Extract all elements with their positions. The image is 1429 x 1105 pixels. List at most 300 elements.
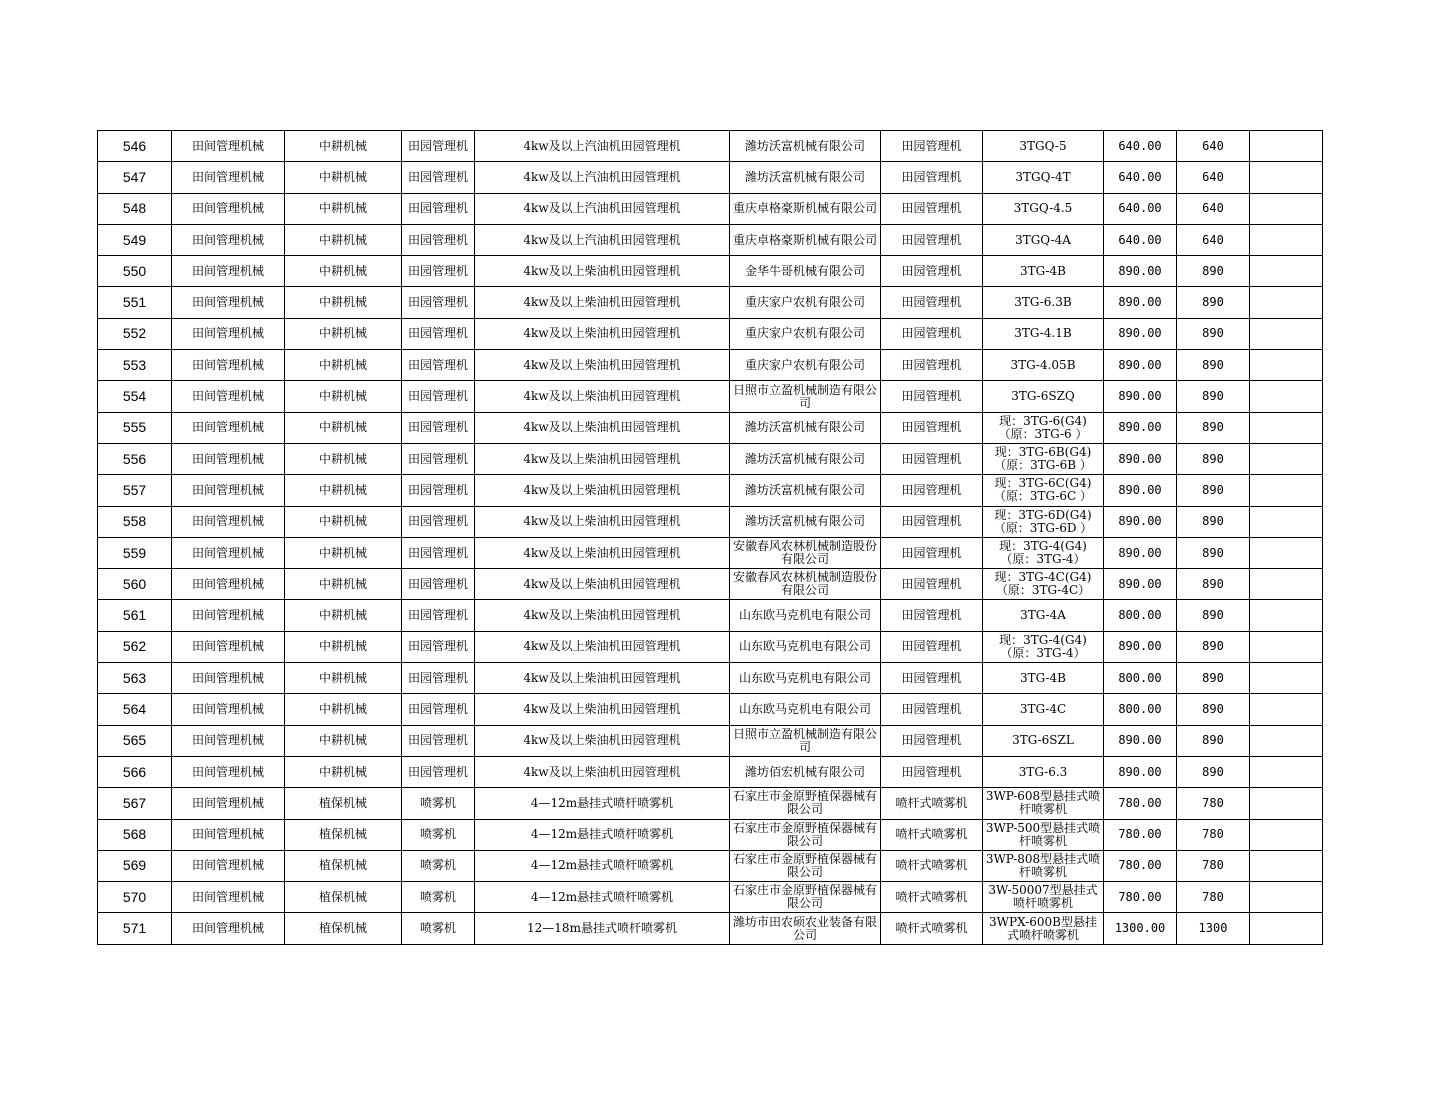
model-cell: 3W-50007型悬挂式喷杆喷雾机 [983,882,1104,913]
subcategory-cell: 中耕机械 [285,412,402,443]
max-subsidy-cell: 890 [1177,256,1250,287]
serial-number-cell: 563 [98,663,172,694]
serial-number-cell: 560 [98,569,172,600]
category-cell: 田间管理机械 [172,631,285,662]
remark-cell [1250,381,1323,412]
model-cell: 3WP-500型悬挂式喷杆喷雾机 [983,819,1104,850]
central-subsidy-cell: 890.00 [1104,725,1177,756]
max-subsidy-cell: 890 [1177,350,1250,381]
grade-cell: 4kw及以上柴油机田园管理机 [475,350,730,381]
model-cell: 现：3TG-6D(G4)（原：3TG-6D ） [983,506,1104,537]
serial-number-cell: 568 [98,819,172,850]
category-cell: 田间管理机械 [172,694,285,725]
model-cell: 现：3TG-4C(G4)（原：3TG-4C） [983,569,1104,600]
table-row [98,475,1323,506]
model-cell: 现：3TG-6C(G4)（原：3TG-6C ） [983,475,1104,506]
item-cell: 田园管理机 [402,506,475,537]
max-subsidy-cell: 640 [1177,131,1250,162]
subcategory-cell: 中耕机械 [285,569,402,600]
remark-cell [1250,663,1323,694]
category-cell: 田间管理机械 [172,663,285,694]
category-cell: 田间管理机械 [172,224,285,255]
table-row [98,569,1323,600]
remark-cell [1250,506,1323,537]
product-name-cell: 田园管理机 [881,537,983,568]
item-cell: 田园管理机 [402,287,475,318]
category-cell: 田间管理机械 [172,882,285,913]
item-cell: 田园管理机 [402,256,475,287]
grade-cell: 4—12m悬挂式喷杆喷雾机 [475,788,730,819]
remark-cell [1250,694,1323,725]
item-cell: 田园管理机 [402,663,475,694]
manufacturer-cell: 日照市立盈机械制造有限公司 [730,725,881,756]
product-name-cell: 田园管理机 [881,443,983,474]
item-cell: 田园管理机 [402,131,475,162]
category-cell: 田间管理机械 [172,850,285,881]
central-subsidy-cell: 890.00 [1104,412,1177,443]
category-cell: 田间管理机械 [172,256,285,287]
subcategory-cell: 植保机械 [285,788,402,819]
grade-cell: 4kw及以上柴油机田园管理机 [475,756,730,787]
max-subsidy-cell: 890 [1177,569,1250,600]
subcategory-cell: 中耕机械 [285,256,402,287]
product-name-cell: 田园管理机 [881,506,983,537]
model-cell: 3TGQ-4A [983,224,1104,255]
product-name-cell: 田园管理机 [881,193,983,224]
central-subsidy-cell: 890.00 [1104,756,1177,787]
category-cell: 田间管理机械 [172,318,285,349]
model-cell: 现：3TG-6B(G4)（原：3TG-6B ） [983,443,1104,474]
category-cell: 田间管理机械 [172,350,285,381]
serial-number-cell: 555 [98,412,172,443]
grade-cell: 4kw及以上柴油机田园管理机 [475,287,730,318]
manufacturer-cell: 安徽春风农林机械制造股份有限公司 [730,569,881,600]
subcategory-cell: 中耕机械 [285,506,402,537]
product-name-cell: 田园管理机 [881,475,983,506]
central-subsidy-cell: 890.00 [1104,318,1177,349]
table-row [98,443,1323,474]
table-row [98,131,1323,162]
grade-cell: 4kw及以上柴油机田园管理机 [475,663,730,694]
item-cell: 喷雾机 [402,788,475,819]
remark-cell [1250,193,1323,224]
item-cell: 田园管理机 [402,756,475,787]
item-cell: 田园管理机 [402,193,475,224]
product-name-cell: 喷杆式喷雾机 [881,788,983,819]
remark-cell [1250,412,1323,443]
grade-cell: 4kw及以上汽油机田园管理机 [475,131,730,162]
serial-number-cell: 554 [98,381,172,412]
max-subsidy-cell: 890 [1177,663,1250,694]
remark-cell [1250,350,1323,381]
subcategory-cell: 中耕机械 [285,162,402,193]
remark-cell [1250,131,1323,162]
max-subsidy-cell: 780 [1177,850,1250,881]
model-cell: 现：3TG-4(G4)（原：3TG-4） [983,631,1104,662]
central-subsidy-cell: 640.00 [1104,193,1177,224]
table-row [98,725,1323,756]
central-subsidy-cell: 800.00 [1104,600,1177,631]
manufacturer-cell: 山东欧马克机电有限公司 [730,694,881,725]
remark-cell [1250,256,1323,287]
grade-cell: 4—12m悬挂式喷杆喷雾机 [475,850,730,881]
grade-cell: 4kw及以上柴油机田园管理机 [475,537,730,568]
model-cell: 3TG-4C [983,694,1104,725]
product-name-cell: 喷杆式喷雾机 [881,913,983,944]
max-subsidy-cell: 890 [1177,600,1250,631]
grade-cell: 4kw及以上柴油机田园管理机 [475,381,730,412]
product-name-cell: 田园管理机 [881,287,983,318]
table-row [98,537,1323,568]
remark-cell [1250,756,1323,787]
model-cell: 3TGQ-4T [983,162,1104,193]
subcategory-cell: 中耕机械 [285,131,402,162]
grade-cell: 4—12m悬挂式喷杆喷雾机 [475,819,730,850]
model-cell: 3TG-4A [983,600,1104,631]
manufacturer-cell: 潍坊沃富机械有限公司 [730,443,881,474]
model-cell: 3TG-6SZQ [983,381,1104,412]
grade-cell: 4kw及以上柴油机田园管理机 [475,443,730,474]
central-subsidy-cell: 800.00 [1104,694,1177,725]
central-subsidy-cell: 890.00 [1104,256,1177,287]
model-cell: 3TG-4B [983,256,1104,287]
category-cell: 田间管理机械 [172,913,285,944]
product-name-cell: 喷杆式喷雾机 [881,882,983,913]
table-row [98,412,1323,443]
item-cell: 田园管理机 [402,443,475,474]
subcategory-cell: 植保机械 [285,850,402,881]
subcategory-cell: 中耕机械 [285,694,402,725]
item-cell: 田园管理机 [402,569,475,600]
remark-cell [1250,162,1323,193]
serial-number-cell: 562 [98,631,172,662]
central-subsidy-cell: 890.00 [1104,287,1177,318]
subsidy-table [97,130,1323,945]
category-cell: 田间管理机械 [172,193,285,224]
product-name-cell: 田园管理机 [881,756,983,787]
remark-cell [1250,537,1323,568]
manufacturer-cell: 重庆家户农机有限公司 [730,350,881,381]
serial-number-cell: 565 [98,725,172,756]
central-subsidy-cell: 640.00 [1104,131,1177,162]
product-name-cell: 喷杆式喷雾机 [881,819,983,850]
model-cell: 3WP-608型悬挂式喷杆喷雾机 [983,788,1104,819]
remark-cell [1250,318,1323,349]
central-subsidy-cell: 890.00 [1104,381,1177,412]
item-cell: 田园管理机 [402,475,475,506]
item-cell: 田园管理机 [402,224,475,255]
serial-number-cell: 548 [98,193,172,224]
table-row [98,381,1323,412]
table-row [98,694,1323,725]
table-row [98,913,1323,944]
manufacturer-cell: 重庆家户农机有限公司 [730,318,881,349]
subcategory-cell: 中耕机械 [285,600,402,631]
table-row [98,193,1323,224]
remark-cell [1250,850,1323,881]
item-cell: 喷雾机 [402,850,475,881]
serial-number-cell: 556 [98,443,172,474]
grade-cell: 4kw及以上汽油机田园管理机 [475,162,730,193]
remark-cell [1250,443,1323,474]
table-row [98,318,1323,349]
item-cell: 田园管理机 [402,537,475,568]
model-cell: 3TGQ-4.5 [983,193,1104,224]
item-cell: 田园管理机 [402,162,475,193]
product-name-cell: 田园管理机 [881,318,983,349]
central-subsidy-cell: 1300.00 [1104,913,1177,944]
subcategory-cell: 植保机械 [285,913,402,944]
model-cell: 3TG-4B [983,663,1104,694]
max-subsidy-cell: 890 [1177,694,1250,725]
grade-cell: 4kw及以上柴油机田园管理机 [475,256,730,287]
central-subsidy-cell: 780.00 [1104,850,1177,881]
serial-number-cell: 546 [98,131,172,162]
model-cell: 3TG-6.3 [983,756,1104,787]
model-cell: 3TG-6SZL [983,725,1104,756]
remark-cell [1250,631,1323,662]
manufacturer-cell: 山东欧马克机电有限公司 [730,631,881,662]
table-body [98,131,1323,945]
max-subsidy-cell: 890 [1177,537,1250,568]
model-cell: 3TG-6.3B [983,287,1104,318]
max-subsidy-cell: 890 [1177,631,1250,662]
serial-number-cell: 571 [98,913,172,944]
category-cell: 田间管理机械 [172,287,285,318]
central-subsidy-cell: 890.00 [1104,631,1177,662]
max-subsidy-cell: 890 [1177,381,1250,412]
grade-cell: 4kw及以上柴油机田园管理机 [475,725,730,756]
category-cell: 田间管理机械 [172,443,285,474]
subcategory-cell: 中耕机械 [285,537,402,568]
serial-number-cell: 547 [98,162,172,193]
item-cell: 喷雾机 [402,882,475,913]
central-subsidy-cell: 890.00 [1104,350,1177,381]
item-cell: 田园管理机 [402,381,475,412]
remark-cell [1250,475,1323,506]
category-cell: 田间管理机械 [172,131,285,162]
product-name-cell: 田园管理机 [881,631,983,662]
grade-cell: 4kw及以上柴油机田园管理机 [475,318,730,349]
max-subsidy-cell: 640 [1177,162,1250,193]
table-row [98,600,1323,631]
serial-number-cell: 564 [98,694,172,725]
subcategory-cell: 中耕机械 [285,193,402,224]
table-row [98,350,1323,381]
subcategory-cell: 中耕机械 [285,725,402,756]
max-subsidy-cell: 780 [1177,788,1250,819]
product-name-cell: 田园管理机 [881,162,983,193]
table-row [98,256,1323,287]
product-name-cell: 田园管理机 [881,224,983,255]
model-cell: 现：3TG-4(G4)（原：3TG-4） [983,537,1104,568]
max-subsidy-cell: 640 [1177,224,1250,255]
central-subsidy-cell: 890.00 [1104,506,1177,537]
product-name-cell: 田园管理机 [881,350,983,381]
item-cell: 田园管理机 [402,725,475,756]
serial-number-cell: 549 [98,224,172,255]
subcategory-cell: 中耕机械 [285,663,402,694]
max-subsidy-cell: 890 [1177,475,1250,506]
manufacturer-cell: 重庆卓格豪斯机械有限公司 [730,193,881,224]
remark-cell [1250,788,1323,819]
grade-cell: 4kw及以上柴油机田园管理机 [475,694,730,725]
product-name-cell: 田园管理机 [881,600,983,631]
max-subsidy-cell: 890 [1177,318,1250,349]
subcategory-cell: 中耕机械 [285,443,402,474]
manufacturer-cell: 山东欧马克机电有限公司 [730,663,881,694]
manufacturer-cell: 潍坊佰宏机械有限公司 [730,756,881,787]
subcategory-cell: 中耕机械 [285,350,402,381]
remark-cell [1250,600,1323,631]
product-name-cell: 田园管理机 [881,694,983,725]
category-cell: 田间管理机械 [172,788,285,819]
max-subsidy-cell: 1300 [1177,913,1250,944]
subcategory-cell: 中耕机械 [285,756,402,787]
item-cell: 田园管理机 [402,412,475,443]
product-name-cell: 田园管理机 [881,569,983,600]
grade-cell: 4kw及以上汽油机田园管理机 [475,224,730,255]
subcategory-cell: 中耕机械 [285,287,402,318]
subcategory-cell: 中耕机械 [285,318,402,349]
max-subsidy-cell: 890 [1177,506,1250,537]
product-name-cell: 田园管理机 [881,131,983,162]
product-name-cell: 田园管理机 [881,381,983,412]
manufacturer-cell: 重庆家户农机有限公司 [730,287,881,318]
table-row [98,663,1323,694]
central-subsidy-cell: 780.00 [1104,882,1177,913]
product-name-cell: 田园管理机 [881,412,983,443]
category-cell: 田间管理机械 [172,506,285,537]
item-cell: 田园管理机 [402,350,475,381]
manufacturer-cell: 安徽春风农林机械制造股份有限公司 [730,537,881,568]
max-subsidy-cell: 890 [1177,287,1250,318]
manufacturer-cell: 石家庄市金原野植保器械有限公司 [730,819,881,850]
manufacturer-cell: 潍坊市田农硕农业装备有限公司 [730,913,881,944]
category-cell: 田间管理机械 [172,475,285,506]
model-cell: 3TG-4.1B [983,318,1104,349]
remark-cell [1250,287,1323,318]
category-cell: 田间管理机械 [172,756,285,787]
manufacturer-cell: 金华牛哥机械有限公司 [730,256,881,287]
grade-cell: 4—12m悬挂式喷杆喷雾机 [475,882,730,913]
grade-cell: 4kw及以上柴油机田园管理机 [475,569,730,600]
serial-number-cell: 552 [98,318,172,349]
subcategory-cell: 中耕机械 [285,631,402,662]
table-row [98,162,1323,193]
manufacturer-cell: 重庆卓格豪斯机械有限公司 [730,224,881,255]
table-row [98,631,1323,662]
table-row [98,287,1323,318]
category-cell: 田间管理机械 [172,600,285,631]
remark-cell [1250,819,1323,850]
category-cell: 田间管理机械 [172,381,285,412]
manufacturer-cell: 潍坊沃富机械有限公司 [730,131,881,162]
remark-cell [1250,725,1323,756]
central-subsidy-cell: 890.00 [1104,443,1177,474]
serial-number-cell: 559 [98,537,172,568]
remark-cell [1250,569,1323,600]
serial-number-cell: 567 [98,788,172,819]
central-subsidy-cell: 640.00 [1104,162,1177,193]
item-cell: 田园管理机 [402,631,475,662]
manufacturer-cell: 潍坊沃富机械有限公司 [730,162,881,193]
subcategory-cell: 植保机械 [285,882,402,913]
subcategory-cell: 植保机械 [285,819,402,850]
max-subsidy-cell: 890 [1177,443,1250,474]
model-cell: 3TG-4.05B [983,350,1104,381]
category-cell: 田间管理机械 [172,569,285,600]
item-cell: 田园管理机 [402,318,475,349]
manufacturer-cell: 山东欧马克机电有限公司 [730,600,881,631]
grade-cell: 4kw及以上柴油机田园管理机 [475,412,730,443]
model-cell: 3WP-808型悬挂式喷杆喷雾机 [983,850,1104,881]
manufacturer-cell: 石家庄市金原野植保器械有限公司 [730,882,881,913]
max-subsidy-cell: 780 [1177,882,1250,913]
table-row [98,756,1323,787]
category-cell: 田间管理机械 [172,412,285,443]
subcategory-cell: 中耕机械 [285,224,402,255]
central-subsidy-cell: 780.00 [1104,788,1177,819]
category-cell: 田间管理机械 [172,162,285,193]
category-cell: 田间管理机械 [172,725,285,756]
central-subsidy-cell: 890.00 [1104,475,1177,506]
item-cell: 喷雾机 [402,913,475,944]
serial-number-cell: 550 [98,256,172,287]
grade-cell: 4kw及以上柴油机田园管理机 [475,600,730,631]
product-name-cell: 田园管理机 [881,663,983,694]
grade-cell: 12—18m悬挂式喷杆喷雾机 [475,913,730,944]
manufacturer-cell: 石家庄市金原野植保器械有限公司 [730,850,881,881]
product-name-cell: 田园管理机 [881,256,983,287]
manufacturer-cell: 潍坊沃富机械有限公司 [730,506,881,537]
remark-cell [1250,224,1323,255]
serial-number-cell: 561 [98,600,172,631]
table-row [98,882,1323,913]
table-row [98,850,1323,881]
item-cell: 田园管理机 [402,600,475,631]
model-cell: 3TGQ-5 [983,131,1104,162]
grade-cell: 4kw及以上柴油机田园管理机 [475,506,730,537]
item-cell: 田园管理机 [402,694,475,725]
max-subsidy-cell: 640 [1177,193,1250,224]
grade-cell: 4kw及以上汽油机田园管理机 [475,193,730,224]
serial-number-cell: 570 [98,882,172,913]
serial-number-cell: 558 [98,506,172,537]
product-name-cell: 喷杆式喷雾机 [881,850,983,881]
table-row [98,506,1323,537]
model-cell: 现：3TG-6(G4)（原：3TG-6 ） [983,412,1104,443]
remark-cell [1250,913,1323,944]
central-subsidy-cell: 780.00 [1104,819,1177,850]
central-subsidy-cell: 890.00 [1104,537,1177,568]
table-row [98,788,1323,819]
serial-number-cell: 553 [98,350,172,381]
grade-cell: 4kw及以上柴油机田园管理机 [475,475,730,506]
manufacturer-cell: 日照市立盈机械制造有限公司 [730,381,881,412]
item-cell: 喷雾机 [402,819,475,850]
manufacturer-cell: 石家庄市金原野植保器械有限公司 [730,788,881,819]
serial-number-cell: 551 [98,287,172,318]
serial-number-cell: 566 [98,756,172,787]
remark-cell [1250,882,1323,913]
max-subsidy-cell: 890 [1177,725,1250,756]
central-subsidy-cell: 800.00 [1104,663,1177,694]
manufacturer-cell: 潍坊沃富机械有限公司 [730,412,881,443]
central-subsidy-cell: 640.00 [1104,224,1177,255]
max-subsidy-cell: 890 [1177,756,1250,787]
subcategory-cell: 中耕机械 [285,475,402,506]
